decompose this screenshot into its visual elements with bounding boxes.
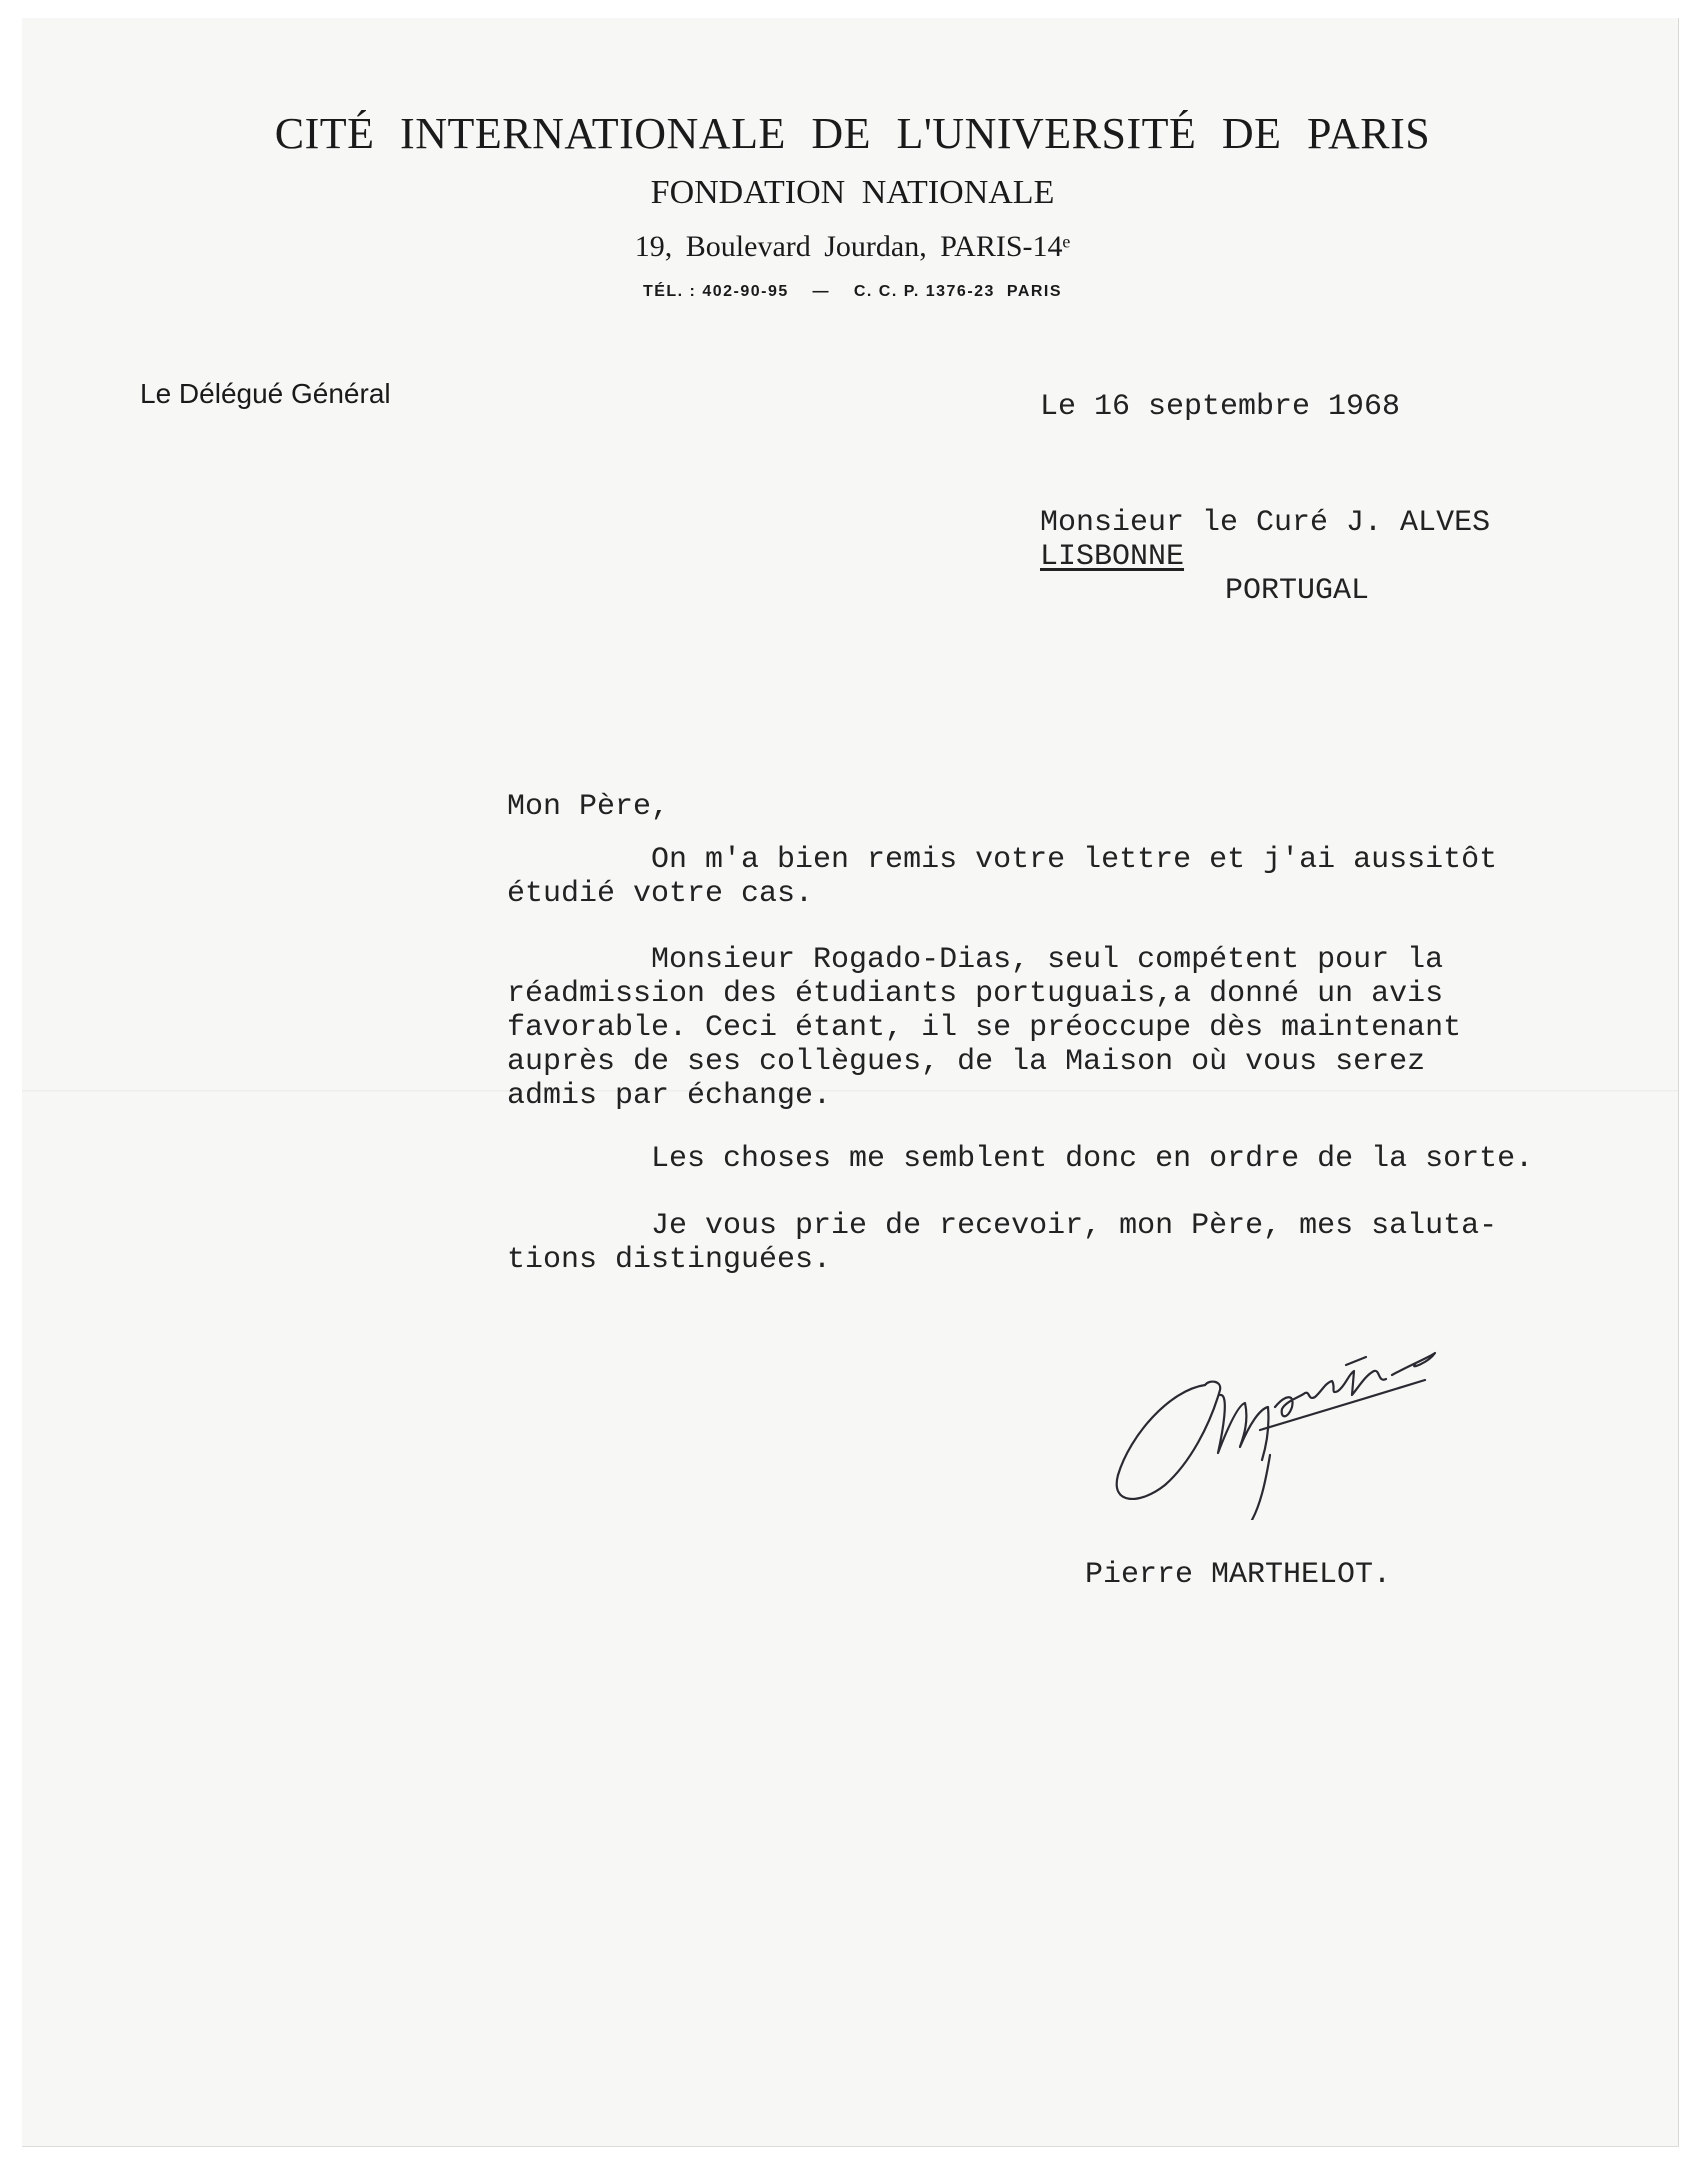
salutation: Mon Père, <box>507 790 670 824</box>
recipient-country: PORTUGAL <box>1225 574 1370 608</box>
letterhead-title: CITÉ INTERNATIONALE DE L'UNIVERSITÉ DE PARIS <box>274 109 1431 158</box>
body-paragraph: Monsieur Rogado-Dias, seul compétent pour la réadmission des étudiants portuguais,a donné un avis favorable. Ceci étant, il se préoccupe dès maintenant auprès de ses collègues, de la Maison où vous serez admis par échange. <box>507 943 1462 1113</box>
sender-title: Le Délégué Général <box>140 378 391 409</box>
handwritten-signature <box>1110 1335 1440 1520</box>
body-paragraph: On m'a bien remis votre lettre et j'ai aussitôt étudié votre cas. <box>507 843 1498 911</box>
signer-name: Pierre MARTHELOT. <box>1085 1558 1392 1592</box>
recipient-name: Monsieur le Curé J. ALVES <box>1040 506 1491 540</box>
letterhead-address: 19, Boulevard Jourdan, PARIS-14ᵉ <box>634 230 1071 263</box>
body-paragraph: Les choses me semblent donc en ordre de la sorte. <box>507 1142 1534 1176</box>
letterhead-contact: TÉL. : 402-90-95 — C. C. P. 1376-23 PARIS <box>642 283 1063 300</box>
recipient-city: LISBONNE <box>1040 540 1185 574</box>
body-paragraph: Je vous prie de recevoir, mon Père, mes saluta- tions distinguées. <box>507 1209 1498 1277</box>
letterhead-subtitle: FONDATION NATIONALE <box>650 174 1055 211</box>
letter-date: Le 16 septembre 1968 <box>1040 390 1401 424</box>
